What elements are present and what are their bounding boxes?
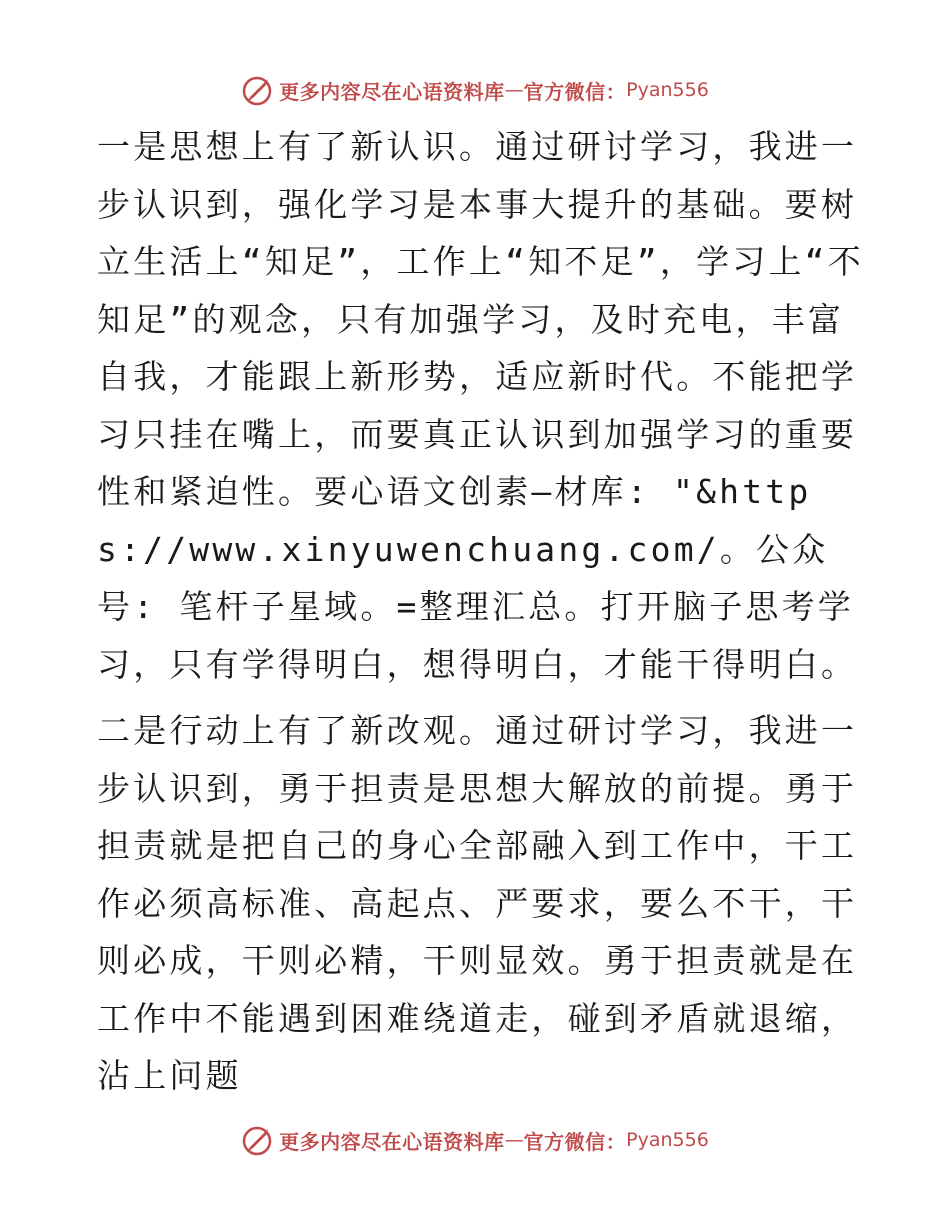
header-contact-id: Pyan556 <box>626 79 709 101</box>
footer-contact-id: Pyan556 <box>626 1129 709 1151</box>
quill-logo-icon <box>241 73 275 107</box>
page-header-watermark <box>0 70 950 110</box>
page-footer-watermark <box>0 1120 950 1160</box>
header-brand-text: 更多内容尽在心语资料库 <box>279 79 505 104</box>
footer-contact-label: 官方微信： <box>523 1129 627 1154</box>
header-dash: — <box>504 79 524 101</box>
header-contact-label: 官方微信： <box>523 79 627 104</box>
paragraph-2: 二是行动上有了新改观。通过研讨学习，我进一步认识到，勇于担责是思想大解放的前提。勇于担责就是把自己的身心全部融入到工作中，干工作必须高标准、高起点、严要求，要么不干，干则必成，干则必精，干则显效。勇于担责就是在工作中不能遇到困难绕道走，碰到矛盾就退缩，沾上问题 <box>97 711 858 1095</box>
quill-logo-icon <box>241 1123 275 1157</box>
footer-dash: — <box>504 1129 524 1151</box>
document-body <box>97 118 867 1105</box>
footer-brand-text: 更多内容尽在心语资料库 <box>279 1129 505 1154</box>
paragraph-1: 一是思想上有了新认识。通过研讨学习，我进一步认识到，强化学习是本事大提升的基础。要树立生活上“知足”，工作上“知不足”，学习上“不知足”的观念，只有加强学习，及时充电，丰富自我，才能跟上新形势，适应新时代。不能把学习只挂在嘴上，而要真正认识到加强学习的重要性和紧迫性。要心语文创素—材库: "&https://www.xinyuwenchuang.com/。公众号: 笔杆子星域。=整理汇总。打开脑子思考学习，只有学得明白，想得明白，才能干得明白。 <box>97 127 864 684</box>
